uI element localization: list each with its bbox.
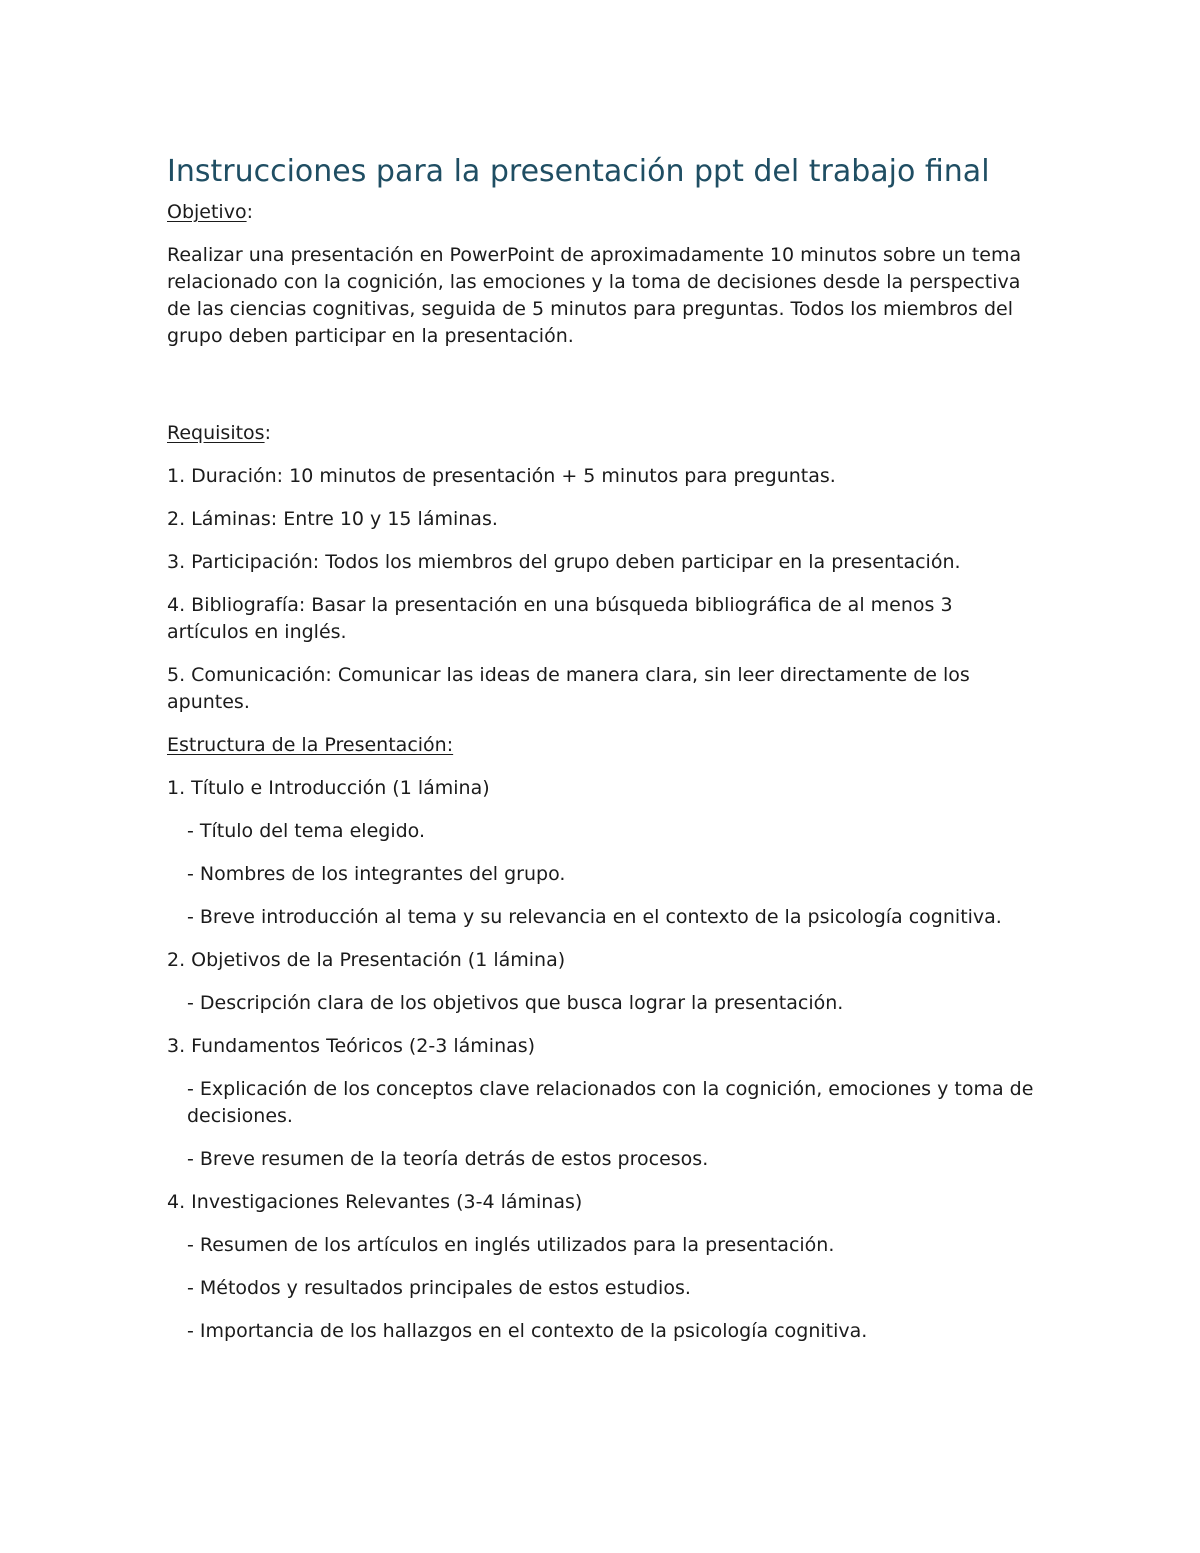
estructura-heading	[167, 732, 1037, 759]
estructura-section-3-point-1: - Explicación de los conceptos clave relacionados con la cognición, emociones y toma de decisiones.	[187, 1078, 1034, 1127]
section-spacer	[167, 366, 1037, 420]
objetivo-heading	[167, 199, 1037, 226]
requisitos-heading	[167, 420, 1037, 447]
estructura-heading-label: Estructura de la Presentación:	[167, 734, 454, 756]
requisito-item-1: 1. Duración: 10 minutos de presentación + 5 minutos para preguntas.	[167, 465, 836, 487]
requisito-item-5: 5. Comunicación: Comunicar las ideas de manera clara, sin leer directamente de los apuntes.	[167, 664, 970, 713]
objetivo-heading-label: Objetivo	[167, 201, 247, 223]
document-body	[167, 199, 1037, 1361]
requisito-item-3: 3. Participación: Todos los miembros del grupo deben participar en la presentación.	[167, 551, 961, 573]
document-title: Instrucciones para la presentación ppt del trabajo final	[167, 154, 990, 189]
estructura-section-2-label: 2. Objetivos de la Presentación (1 lámina)	[167, 949, 566, 971]
estructura-section-1-point-1: - Título del tema elegido.	[187, 820, 426, 842]
requisito-item-4: 4. Bibliografía: Basar la presentación en una búsqueda bibliográfica de al menos 3 artículos en inglés.	[167, 594, 953, 643]
estructura-section-2-point-1: - Descripción clara de los objetivos que busca lograr la presentación.	[187, 992, 844, 1014]
estructura-section-4-point-2: - Métodos y resultados principales de estos estudios.	[187, 1277, 691, 1299]
requisitos-heading-label: Requisitos	[167, 422, 265, 444]
estructura-section-1-point-2: - Nombres de los integrantes del grupo.	[187, 863, 566, 885]
objetivo-paragraph: Realizar una presentación en PowerPoint de aproximadamente 10 minutos sobre un tema relacionado con la cognición, las emociones y la toma de decisiones desde la perspectiva de las ciencias cognitivas, seguida de 5 minutos para preguntas. Todos los miembros del grupo deben participar en la presentación.	[167, 244, 1022, 347]
estructura-section-3-label: 3. Fundamentos Teóricos (2-3 láminas)	[167, 1035, 536, 1057]
estructura-section-4-label: 4. Investigaciones Relevantes (3-4 láminas)	[167, 1191, 583, 1213]
estructura-section-1-label: 1. Título e Introducción (1 lámina)	[167, 777, 490, 799]
estructura-section-3-point-2: - Breve resumen de la teoría detrás de estos procesos.	[187, 1148, 709, 1170]
requisitos-heading-colon: :	[264, 422, 271, 444]
requisito-item-2: 2. Láminas: Entre 10 y 15 láminas.	[167, 508, 498, 530]
estructura-section-1-point-3: - Breve introducción al tema y su relevancia en el contexto de la psicología cognitiva.	[187, 906, 1002, 928]
objetivo-heading-colon: :	[246, 201, 253, 223]
estructura-section-4-point-1: - Resumen de los artículos en inglés utilizados para la presentación.	[187, 1234, 835, 1256]
estructura-section-4-point-3: - Importancia de los hallazgos en el contexto de la psicología cognitiva.	[187, 1320, 868, 1342]
